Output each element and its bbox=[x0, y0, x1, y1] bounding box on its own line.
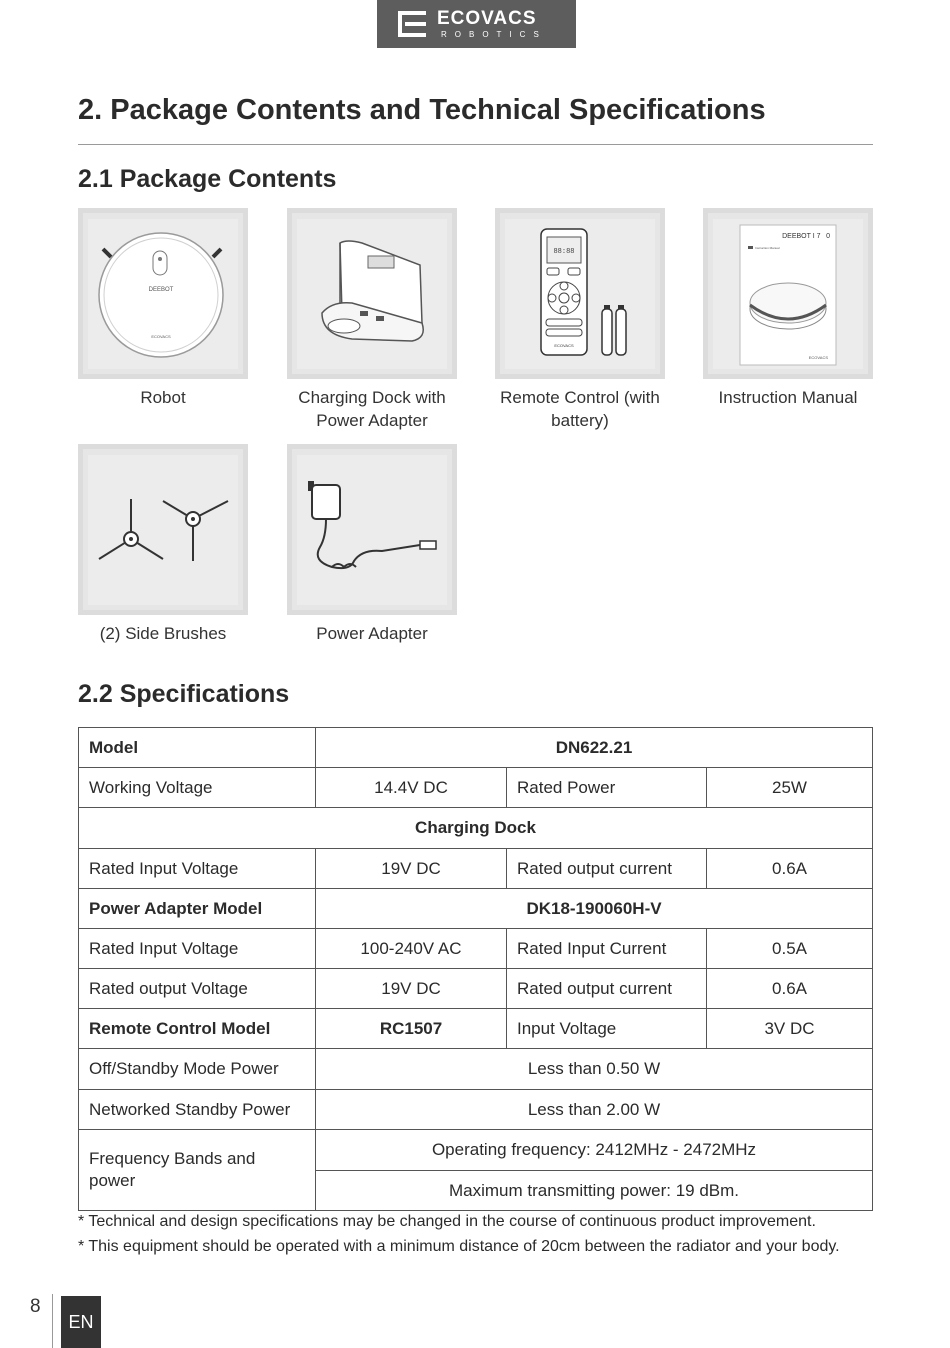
adapter-model-label: Power Adapter Model bbox=[79, 889, 316, 929]
manual-cover-title: DEEBOT I 70 bbox=[782, 233, 830, 240]
logo-brand: ECOVACS bbox=[437, 8, 537, 29]
package-item-instruction-manual bbox=[703, 208, 873, 409]
page-title: 2. Package Contents and Technical Specifications bbox=[78, 94, 766, 126]
instruction-manual-label: Instruction Manual bbox=[718, 388, 858, 407]
model-label: Model bbox=[79, 728, 316, 768]
package-item-side-brushes bbox=[78, 444, 248, 645]
dock-output-current-label: Rated output current bbox=[507, 849, 707, 889]
dock-input-voltage-label: Rated Input Voltage bbox=[79, 849, 316, 889]
footnote-radiator-distance: * This equipment should be operated with a minimum distance of 20cm between the radiator and your body. bbox=[78, 1238, 840, 1255]
footnote-spec-change: * Technical and design specifications may be changed in the course of continuous product improvement. bbox=[78, 1213, 816, 1230]
remote-model-label: Remote Control Model bbox=[79, 1009, 316, 1049]
robot-image bbox=[78, 208, 248, 379]
manual-cover-subtitle: Instruction Manual bbox=[755, 246, 780, 250]
networked-standby-label: Networked Standby Power bbox=[79, 1090, 316, 1130]
adapter-input-voltage-label: Rated Input Voltage bbox=[79, 929, 316, 969]
side-brushes-illustration bbox=[83, 449, 243, 610]
table-row bbox=[79, 728, 873, 768]
rated-power-value: 25W bbox=[707, 768, 873, 808]
adapter-output-voltage-value: 19V DC bbox=[316, 969, 507, 1009]
remote-model-value: RC1507 bbox=[316, 1009, 507, 1049]
adapter-input-voltage-value: 100-240V AC bbox=[316, 929, 507, 969]
standby-power-value: Less than 0.50 W bbox=[316, 1049, 873, 1090]
frequency-bands-label: Frequency Bands and power bbox=[79, 1130, 316, 1211]
charging-dock-heading: Charging Dock bbox=[79, 808, 873, 849]
language-tab: EN bbox=[61, 1296, 101, 1348]
robot-label: Robot bbox=[140, 388, 186, 407]
package-item-power-adapter bbox=[287, 444, 457, 645]
standby-power-label: Off/Standby Mode Power bbox=[79, 1049, 316, 1090]
rated-power-label: Rated Power bbox=[507, 768, 707, 808]
manual-badge-text: ECOVACS bbox=[808, 355, 828, 360]
package-contents-heading: 2.1 Package Contents bbox=[78, 165, 337, 193]
transmitting-power-value: Maximum transmitting power: 19 dBm. bbox=[316, 1171, 873, 1211]
table-row bbox=[79, 889, 873, 929]
remote-input-voltage-value: 3V DC bbox=[707, 1009, 873, 1049]
ecovacs-mark-icon bbox=[397, 10, 427, 38]
power-adapter-image bbox=[287, 444, 457, 615]
table-row bbox=[79, 1049, 873, 1090]
charging-dock-label: Charging Dock with Power Adapter bbox=[298, 388, 446, 430]
adapter-input-current-label: Rated Input Current bbox=[507, 929, 707, 969]
table-row bbox=[79, 1009, 873, 1049]
footnotes bbox=[78, 1209, 840, 1259]
instruction-manual-image bbox=[703, 208, 873, 379]
operating-frequency-value: Operating frequency: 2412MHz - 2472MHz bbox=[316, 1130, 873, 1171]
page-number: 8 bbox=[30, 1296, 41, 1317]
adapter-output-voltage-label: Rated output Voltage bbox=[79, 969, 316, 1009]
charging-dock-image bbox=[287, 208, 457, 379]
remote-control-image bbox=[495, 208, 665, 379]
package-item-robot bbox=[78, 208, 248, 409]
charging-dock-illustration bbox=[292, 213, 452, 374]
dock-output-current-value: 0.6A bbox=[707, 849, 873, 889]
specifications-table bbox=[78, 727, 873, 1211]
working-voltage-value: 14.4V DC bbox=[316, 768, 507, 808]
adapter-model-value: DK18-190060H-V bbox=[316, 889, 873, 929]
robot-brand-text: DEEBOT bbox=[148, 287, 174, 293]
power-adapter-label: Power Adapter bbox=[316, 624, 428, 643]
remote-control-illustration bbox=[500, 213, 660, 374]
dock-input-voltage-value: 19V DC bbox=[316, 849, 507, 889]
robot-illustration bbox=[83, 213, 243, 374]
remote-badge-text: ECOVACS bbox=[554, 343, 574, 348]
logo-subtitle: ROBOTICS bbox=[441, 30, 547, 39]
instruction-manual-illustration bbox=[708, 213, 868, 374]
networked-standby-value: Less than 2.00 W bbox=[316, 1090, 873, 1130]
table-row bbox=[79, 929, 873, 969]
table-row bbox=[79, 849, 873, 889]
model-value: DN622.21 bbox=[316, 728, 873, 768]
package-item-remote-control bbox=[495, 208, 665, 432]
adapter-input-current-value: 0.5A bbox=[707, 929, 873, 969]
table-row bbox=[79, 1090, 873, 1130]
adapter-output-current-label: Rated output current bbox=[507, 969, 707, 1009]
remote-input-voltage-label: Input Voltage bbox=[507, 1009, 707, 1049]
working-voltage-label: Working Voltage bbox=[79, 768, 316, 808]
power-adapter-illustration bbox=[292, 449, 452, 610]
robot-badge-text: ECOVACS bbox=[151, 334, 171, 339]
table-row bbox=[79, 808, 873, 849]
ecovacs-logo bbox=[377, 0, 576, 48]
table-row bbox=[79, 768, 873, 808]
title-divider bbox=[78, 144, 873, 145]
table-row bbox=[79, 1130, 873, 1171]
remote-control-label: Remote Control (with battery) bbox=[500, 388, 660, 430]
table-row bbox=[79, 969, 873, 1009]
remote-display-text: 88:88 bbox=[553, 248, 575, 256]
footer-divider bbox=[52, 1294, 53, 1348]
side-brushes-image bbox=[78, 444, 248, 615]
adapter-output-current-value: 0.6A bbox=[707, 969, 873, 1009]
specifications-heading: 2.2 Specifications bbox=[78, 680, 290, 708]
package-item-charging-dock bbox=[287, 208, 457, 432]
side-brushes-label: (2) Side Brushes bbox=[99, 624, 227, 643]
